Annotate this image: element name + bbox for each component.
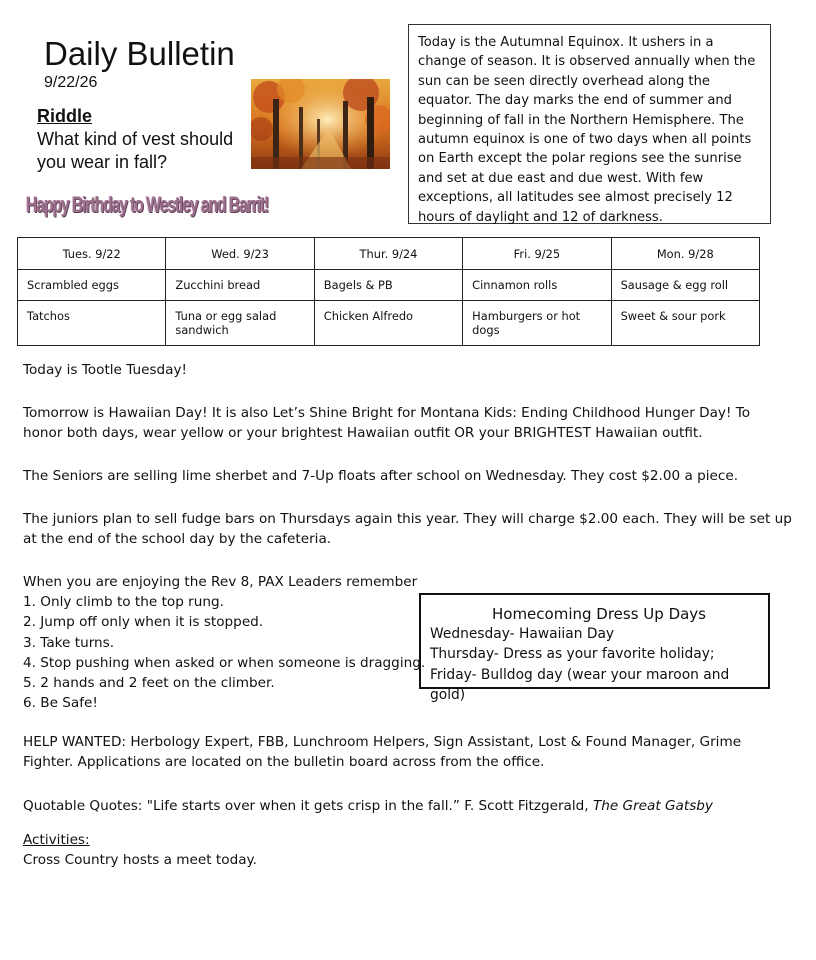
menu-cell: Sweet & sour pork	[611, 301, 759, 346]
menu-cell: Tatchos	[18, 301, 166, 346]
quotable-quote	[23, 796, 793, 816]
riddle-heading: Riddle	[37, 106, 93, 126]
tootle-announcement: Today is Tootle Tuesday!	[23, 362, 187, 378]
riddle-question: What kind of vest should you wear in fall?	[37, 129, 234, 172]
menu-day: Mon. 9/28	[611, 238, 759, 270]
menu-day: Wed. 9/23	[166, 238, 314, 270]
homecoming-box	[419, 593, 770, 704]
menu-cell: Zucchini bread	[166, 270, 314, 301]
autumn-forest-image	[251, 79, 390, 169]
menu-cell: Sausage & egg roll	[611, 270, 759, 301]
bulletin-title: Daily Bulletin	[44, 35, 235, 72]
quote-source: The Great Gatsby	[592, 798, 713, 814]
rule-item: 6. Be Safe!	[23, 695, 98, 712]
bulletin-date: 9/22/26	[44, 74, 98, 91]
homecoming-item: Friday- Bulldog day (wear your maroon and gold)	[430, 666, 730, 704]
menu-day: Thur. 9/24	[314, 238, 462, 270]
rules-intro: When you are enjoying the Rev 8, PAX Leaders remember	[23, 574, 418, 590]
rule-item: 3. Take turns.	[23, 634, 115, 651]
activities-heading: Activities:	[23, 832, 90, 848]
homecoming-title: Homecoming Dress Up Days	[491, 605, 706, 623]
birthday-wordart: Happy Birthday to Westley and Barrit!	[26, 192, 269, 217]
hawaiian-announcement: Tomorrow is Hawaiian Day! It is also Let’s Shine Bright for Montana Kids: Ending Childhood Hunger Day! To honor both days, wear yellow or your brightest Hawaiian outfit OR your BRIGHTEST Hawaiian outfit.	[23, 405, 751, 442]
menu-cell: Tuna or egg salad sandwich	[166, 301, 314, 346]
rule-item: 2. Jump off only when it is stopped.	[23, 614, 264, 631]
menu-cell: Hamburgers or hot dogs	[463, 301, 611, 346]
juniors-announcement: The juniors plan to sell fudge bars on Thursdays again this year. They will charge $2.00 each. They will be set up at the end of the school day by the cafeteria.	[23, 511, 792, 548]
menu-lunch-row	[18, 301, 760, 346]
menu-header-row	[18, 238, 760, 270]
menu-day: Fri. 9/25	[463, 238, 611, 270]
menu-cell: Scrambled eggs	[18, 270, 166, 301]
homecoming-item: Wednesday- Hawaiian Day	[430, 626, 615, 642]
climber-rules	[23, 572, 425, 713]
quote-text: Quotable Quotes: "Life starts over when it gets crisp in the fall.” F. Scott Fitzgerald,	[23, 798, 593, 814]
menu-cell: Cinnamon rolls	[463, 270, 611, 301]
menu-day: Tues. 9/22	[18, 238, 166, 270]
rule-item: 5. 2 hands and 2 feet on the climber.	[23, 675, 275, 692]
equinox-note: Today is the Autumnal Equinox. It ushers in a change of season. It is observed annually when the sun can be seen directly overhead along the equator. The day marks the end of summer and beginning of fall in the Northern Hemisphere. The autumn equinox is one of two days when all points on Earth except the polar regions see the sunrise and set at due east and due west. With few exceptions, all latitudes see almost precisely 12 hours of daylight and 12 of darkness.	[408, 24, 771, 224]
menu-cell: Chicken Alfredo	[314, 301, 462, 346]
help-wanted: HELP WANTED: Herbology Expert, FBB, Lunchroom Helpers, Sign Assistant, Lost & Found Manager, Grime Fighter. Applications are located on the bulletin board across from the office.	[23, 734, 742, 771]
rule-item: 1. Only climb to the top rung.	[23, 594, 224, 611]
menu-cell: Bagels & PB	[314, 270, 462, 301]
activity-item: Cross Country hosts a meet today.	[23, 852, 257, 868]
lunch-menu-table	[17, 237, 760, 346]
homecoming-item: Thursday- Dress as your favorite holiday;	[430, 646, 715, 663]
seniors-announcement: The Seniors are selling lime sherbet and 7-Up floats after school on Wednesday. They cost $2.00 a piece.	[23, 468, 739, 484]
menu-breakfast-row	[18, 270, 760, 301]
rule-item: 4. Stop pushing when asked or when someone is dragging.	[23, 654, 426, 671]
